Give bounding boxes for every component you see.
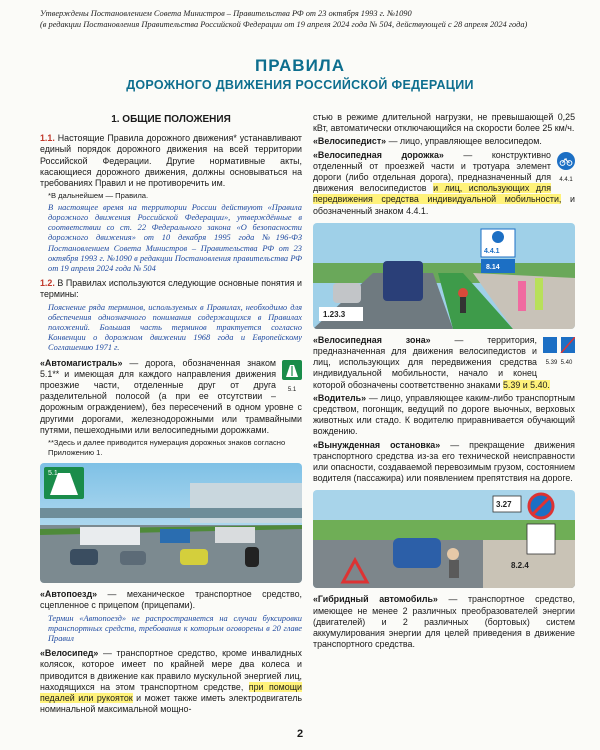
clause-number: 1.2.	[40, 278, 55, 289]
illustration-sign-label: 8.2.4	[511, 561, 529, 571]
title-sub: ДОРОЖНОГО ДВИЖЕНИЯ РОССИЙСКОЙ ФЕДЕРАЦИИ	[126, 78, 474, 92]
term-text: — прекращение движения транспортного средства из-за его технической неисправности или опасности, создаваемой перевозимым грузом, состоянием водителя (пассажира) или появлением препятствия на дороге.	[313, 439, 575, 484]
paragraph-1-2	[40, 278, 302, 300]
note-2: Пояснение ряда терминов, используемых в Правилах, необходимо для обеспечения однозначного понимания содержащихся в Правилах положений. Большая часть терминов трактуется согласно Конвенции о дорожном движении 1968 года и Европейскому Соглашению 1971 г.	[48, 302, 302, 353]
term-text: — транспортное средство, имеющее не менее 2 различных преобразователей энергии (двигателей) и 2 различных (бортовых) систем аккумулирования энергии для целей приведения в движение транспортного средства.	[313, 594, 575, 650]
right-column	[313, 112, 575, 652]
paragraph-1-1	[40, 133, 302, 189]
term-gibridnyi-avtomobil	[313, 594, 575, 650]
section-title: 1. ОБЩИЕ ПОЛОЖЕНИЯ	[111, 114, 231, 125]
motorway-scene	[40, 463, 302, 583]
sign-label: 5.1	[287, 386, 297, 393]
clause-text: В Правилах используются следующие основные понятия и термины:	[40, 278, 302, 300]
header-line2: (в редакции Постановления Правительства Российской Федерации от 19 апреля 2024 года № 504, действующей с 28 апреля 2024 года)	[40, 20, 528, 29]
term-text: — конструктивно отделенный от проезжей части и тротуара элемент дороги (либо отдельная дорога), предназначенный для движения велосипедистов	[313, 149, 551, 194]
term-text-cont: и может также иметь электродвигатель номинальной максимальной мощно-	[40, 693, 302, 715]
footnote-2: **Здесь и далее приводится нумерация дорожных знаков согласно Приложению 1.	[48, 438, 286, 457]
term-text: — транспортное средство, кроме инвалидных колясок, которое имеет по крайней мере два колеса и приводится в движение как правило мускульной энергией лиц, находящихся на этом транспортном средстве,	[40, 648, 302, 692]
header-line1: Утверждены Постановлением Совета Министров – Правительства РФ от 23 октября 1993 г. №1090	[40, 9, 412, 18]
term-text-cont: и обозначенный знаком 4.4.1.	[313, 194, 575, 216]
term-name: «Велосипед»	[40, 648, 99, 659]
bicycle-sign-icon	[557, 152, 575, 170]
bike-lane-illustration	[313, 223, 575, 329]
term-vynuzhdennaya-ostanovka	[313, 440, 575, 485]
illustration-sign-label: 4.4.1	[484, 247, 500, 255]
header	[40, 8, 580, 30]
motorway-sign-icon	[282, 360, 302, 380]
road-marking-label: 1.23.3	[323, 309, 346, 319]
term-name: «Велосипедная зона»	[313, 334, 431, 345]
term-avtomagistral	[40, 358, 302, 436]
page-title	[0, 56, 600, 92]
highlighted-text: 5.39 и 5.40.	[503, 379, 550, 390]
term-avtopoezd	[40, 589, 302, 611]
illustration-sign-label: 3.27	[496, 500, 512, 510]
term-name: «Автопоезд»	[40, 589, 98, 600]
term-name: «Гибридный автомобиль»	[313, 594, 438, 605]
term-name: «Водитель»	[313, 392, 367, 403]
footnote-1: *В дальнейшем — Правила.	[48, 191, 149, 201]
term-voditel	[313, 393, 575, 438]
sign-label: 5.40	[560, 360, 573, 367]
term-velosiped	[40, 648, 302, 715]
term-text: — дорога, обозначенная знаком 5.1** и имеющая для каждого направления движения проезжие части, отделенные друг от друга разделительной полосой (а при ее отсутствии – дорожным ограждением), без пересечений в одном уровне с другими дорогами, железнодорожными или трамвайными путями, пешеходными или велосипедными дорожками.	[40, 357, 302, 435]
highlighted-text: и лиц, использующих для передвижения средства индивидуальной мобильности,	[313, 183, 562, 205]
velosiped-continuation: стью в режиме длительной нагрузки, не превышающей 0,25 кВт, автоматически отключающийся на скорости более 25 км/ч.	[313, 112, 575, 134]
term-text: — механическое транспортное средство, сцепленное с прицепом (прицепами).	[40, 589, 302, 611]
illustration-sign-label: 5.1	[48, 470, 58, 478]
sign-5-1-small	[282, 360, 302, 396]
term-name: «Велосипедная дорожка»	[313, 149, 444, 160]
left-column	[40, 110, 302, 718]
forced-stop-scene	[313, 490, 575, 588]
title-main: ПРАВИЛА	[254, 56, 346, 75]
term-name: «Автомагистраль»	[40, 357, 123, 368]
sign-4-4-1-small	[557, 152, 575, 186]
term-velosipedist	[313, 136, 575, 147]
illustration-sign-label: 8.14	[486, 263, 500, 271]
forced-stop-illustration	[313, 490, 575, 588]
clause-text: Настоящие Правила дорожного движения* устанавливают единый порядок дорожного движения на всей территории Российской Федерации. Другие нормативные акты, касающиеся дорожного движения, должны основываться на требованиях Правил и не противоречить им.	[40, 133, 302, 189]
highlighted-text: при помощи педалей или рукояток	[40, 681, 302, 704]
note-1: В настоящее время на территории России действуют «Правила дорожного движения Российской Федерации», утверждённые в соответствии со ст. 22 Федерального закона «О безопасности дорожного движения» от 10 декабря 1995 года №196-ФЗ Постановлением Совета Министров – Правительства РФ от 23 октября 1993 г. №1090 в редакции Постановления правительства РФ от 19 апреля 2024 года № 504	[48, 202, 302, 274]
term-velosipednaya-zona	[313, 335, 575, 391]
term-velosipednaya-dorozhka	[313, 150, 575, 217]
signs-5-39-5-40	[543, 337, 575, 369]
term-name: «Вынужденная остановка»	[313, 439, 441, 450]
motorway-illustration	[40, 463, 302, 583]
term-text: — территория, предназначенная для движения велосипедистов и лиц, использующих для передвижения средства индивидуальной мобильности, начало и конец которой обозначены соответственно знаками	[313, 334, 537, 390]
term-name: «Велосипедист»	[313, 136, 387, 147]
note-3: Термин «Автопоезд» не распространяется на случаи буксировки транспортных средств, требования к которым оговорены в 20 главе Правил	[48, 613, 302, 644]
clause-number: 1.1.	[40, 133, 55, 144]
bicycle-zone-signs-icon	[543, 337, 575, 353]
page-number: 2	[296, 728, 304, 740]
bike-lane-scene	[313, 223, 575, 329]
term-text: — лицо, управляющее каким-либо транспортным средством, погонщик, ведущий по дороге вьючных, верховых животных или стадо. К водителю приравнивается обучающий вождению.	[313, 392, 575, 437]
sign-label: 5.39	[545, 360, 558, 367]
term-text: — лицо, управляющее велосипедом.	[386, 136, 542, 147]
sign-label: 4.4.1	[559, 176, 573, 183]
